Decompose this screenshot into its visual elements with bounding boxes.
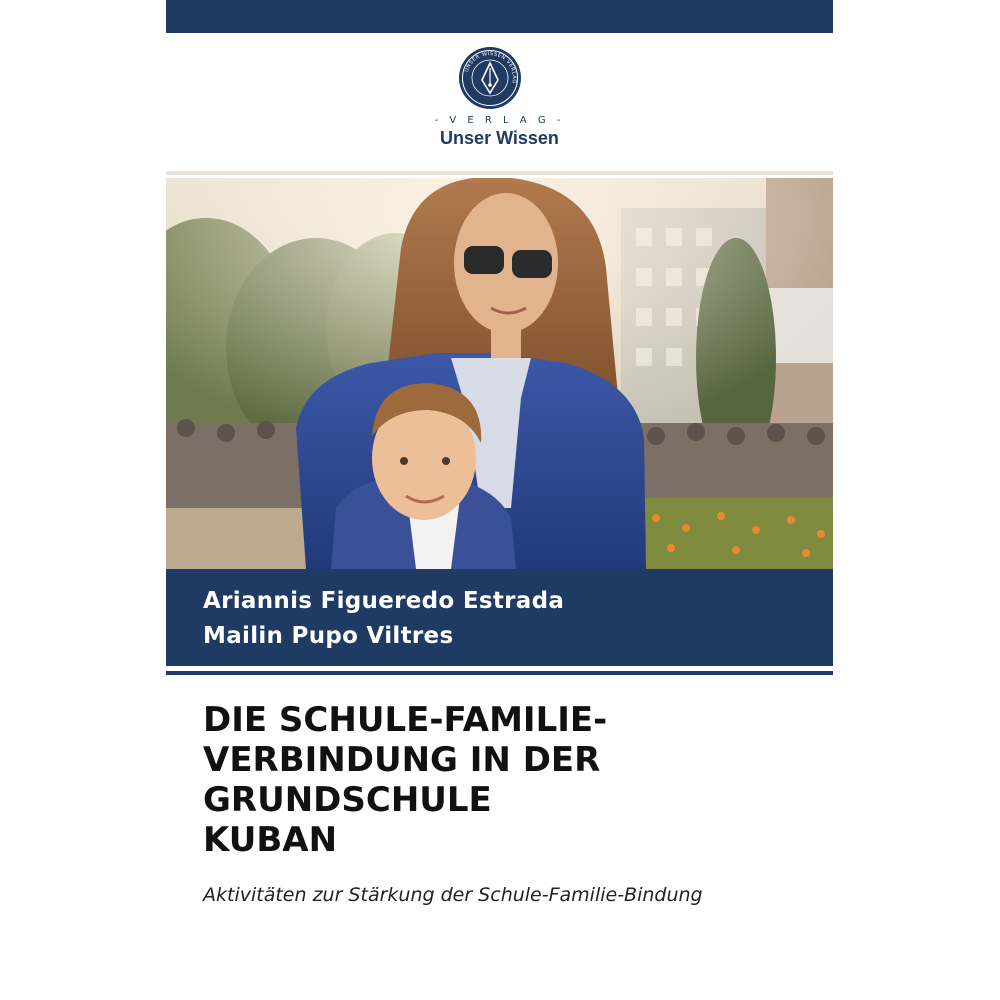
title-line-1: DIE SCHULE-FAMILIE- xyxy=(203,700,608,740)
mother-and-son-illustration xyxy=(166,178,833,569)
author-name-1: Ariannis Figueredo Estrada xyxy=(203,588,565,614)
publisher-logo xyxy=(166,46,833,156)
publisher-name: Unser Wissen xyxy=(440,128,559,148)
publisher-verlag-label: - V E R L A G - xyxy=(434,115,565,126)
book-title xyxy=(203,700,823,860)
top-color-bar xyxy=(166,0,833,33)
author-band xyxy=(166,569,833,666)
author-name-2: Mailin Pupo Viltres xyxy=(203,623,454,649)
title-line-2: VERBINDUNG IN DER xyxy=(203,740,601,780)
book-cover xyxy=(166,0,833,1000)
title-divider-rule xyxy=(166,671,833,675)
cover-photo xyxy=(166,178,833,569)
title-line-4: KUBAN xyxy=(203,820,338,860)
title-line-3: GRUNDSCHULE xyxy=(203,780,492,820)
photo-top-rule xyxy=(166,171,833,175)
book-subtitle: Aktivitäten zur Stärkung der Schule-Familie-Bindung xyxy=(203,884,703,906)
svg-text:UNSER WISSEN VERLAG: UNSER WISSEN VERLAG xyxy=(463,50,518,85)
publisher-seal-icon xyxy=(458,46,522,110)
